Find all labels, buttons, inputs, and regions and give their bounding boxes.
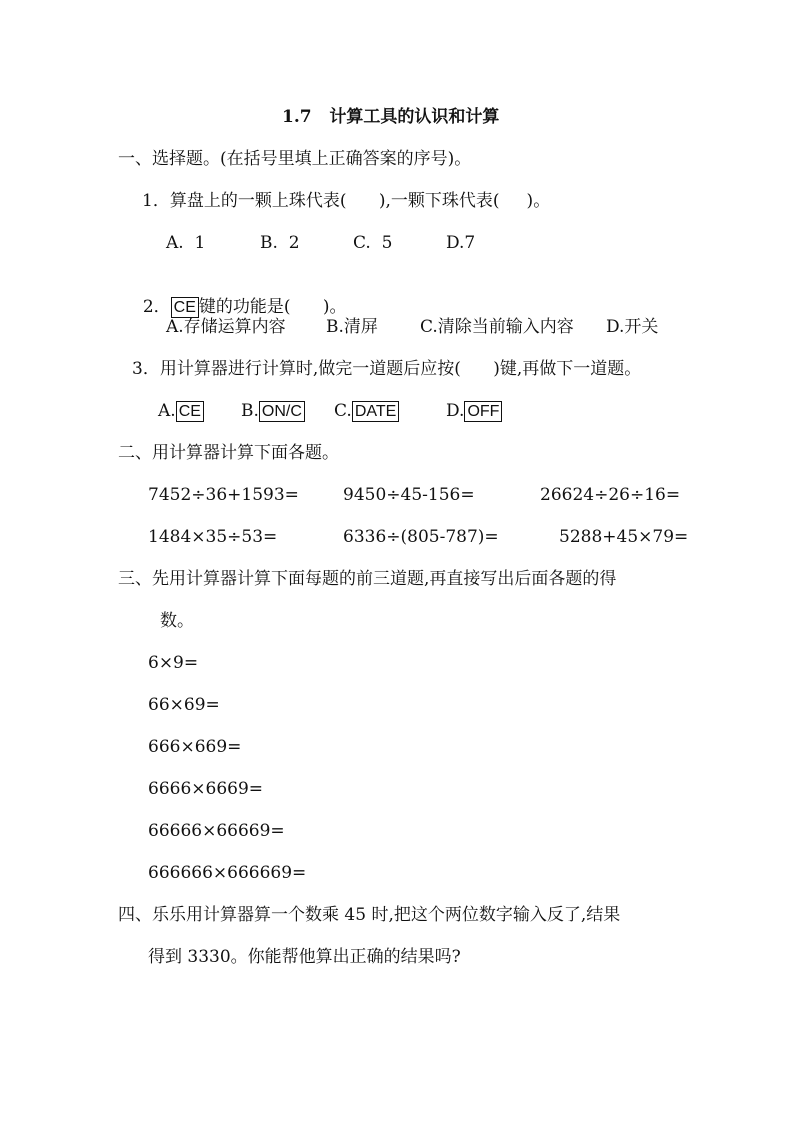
page-title: 1.7 计算工具的认识和计算	[282, 107, 500, 127]
q2-option-a: A.存储运算内容	[166, 317, 286, 337]
section1-heading: 一、选择题。(在括号里填上正确答案的序号)。	[118, 149, 472, 169]
q3-option-c-prefix: C.	[334, 401, 352, 421]
q3-option-d	[446, 400, 502, 422]
q3-option-a-prefix: A.	[158, 401, 176, 421]
ce-key-icon: CE	[176, 401, 204, 422]
pattern-item: 66666×66669=	[148, 821, 285, 841]
pattern-item: 666×669=	[148, 737, 242, 757]
section3-heading: 三、先用计算器计算下面每题的前三道题,再直接写出后面各题的得	[118, 569, 617, 589]
q2-option-b: B.清屏	[326, 317, 378, 337]
q3-text: 3．用计算器进行计算时,做完一道题后应按( )键,再做下一道题。	[132, 359, 642, 379]
q3-option-b	[241, 400, 305, 422]
q3-option-b-prefix: B.	[241, 401, 259, 421]
q1-option-d: D.7	[446, 233, 476, 253]
calc-problem: 1484×35÷53=	[148, 527, 278, 547]
pattern-item: 6666×6669=	[148, 779, 264, 799]
q1-option-a: A. 1	[166, 233, 206, 253]
q2-option-c: C.清除当前输入内容	[420, 317, 574, 337]
pattern-item: 66×69=	[148, 695, 220, 715]
on-c-key-icon: ON/C	[259, 401, 305, 422]
ce-key-icon: CE	[171, 297, 199, 318]
pattern-item: 666666×666669=	[148, 863, 307, 883]
calc-problem: 7452÷36+1593=	[148, 485, 299, 505]
q1-option-b: B. 2	[260, 233, 300, 253]
calc-problem: 9450÷45-156=	[343, 485, 475, 505]
q2-line	[132, 274, 347, 318]
section4-problem-cont: 得到 3330。你能帮他算出正确的结果吗?	[148, 947, 461, 967]
q3-option-c	[334, 400, 399, 422]
section3-heading-cont: 数。	[160, 611, 194, 631]
q2-text: 键的功能是( )。	[198, 297, 347, 317]
pattern-item: 6×9=	[148, 653, 199, 673]
q2-option-d: D.开关	[606, 317, 659, 337]
date-key-icon: DATE	[352, 401, 399, 422]
section4-problem: 四、乐乐用计算器算一个数乘 45 时,把这个两位数字输入反了,结果	[118, 905, 621, 925]
section2-heading: 二、用计算器计算下面各题。	[118, 443, 339, 463]
calc-problem: 6336÷(805-787)=	[343, 527, 499, 547]
calc-problem: 26624÷26÷16=	[540, 485, 681, 505]
q2-number: 2．	[142, 297, 171, 317]
calc-problem: 5288+45×79=	[559, 527, 689, 547]
q3-option-d-prefix: D.	[446, 401, 465, 421]
q1-text: 1．算盘上的一颗上珠代表( ),一颗下珠代表( )。	[142, 191, 551, 211]
off-key-icon: OFF	[464, 401, 502, 422]
q3-option-a	[158, 400, 204, 422]
q1-option-c: C. 5	[353, 233, 393, 253]
